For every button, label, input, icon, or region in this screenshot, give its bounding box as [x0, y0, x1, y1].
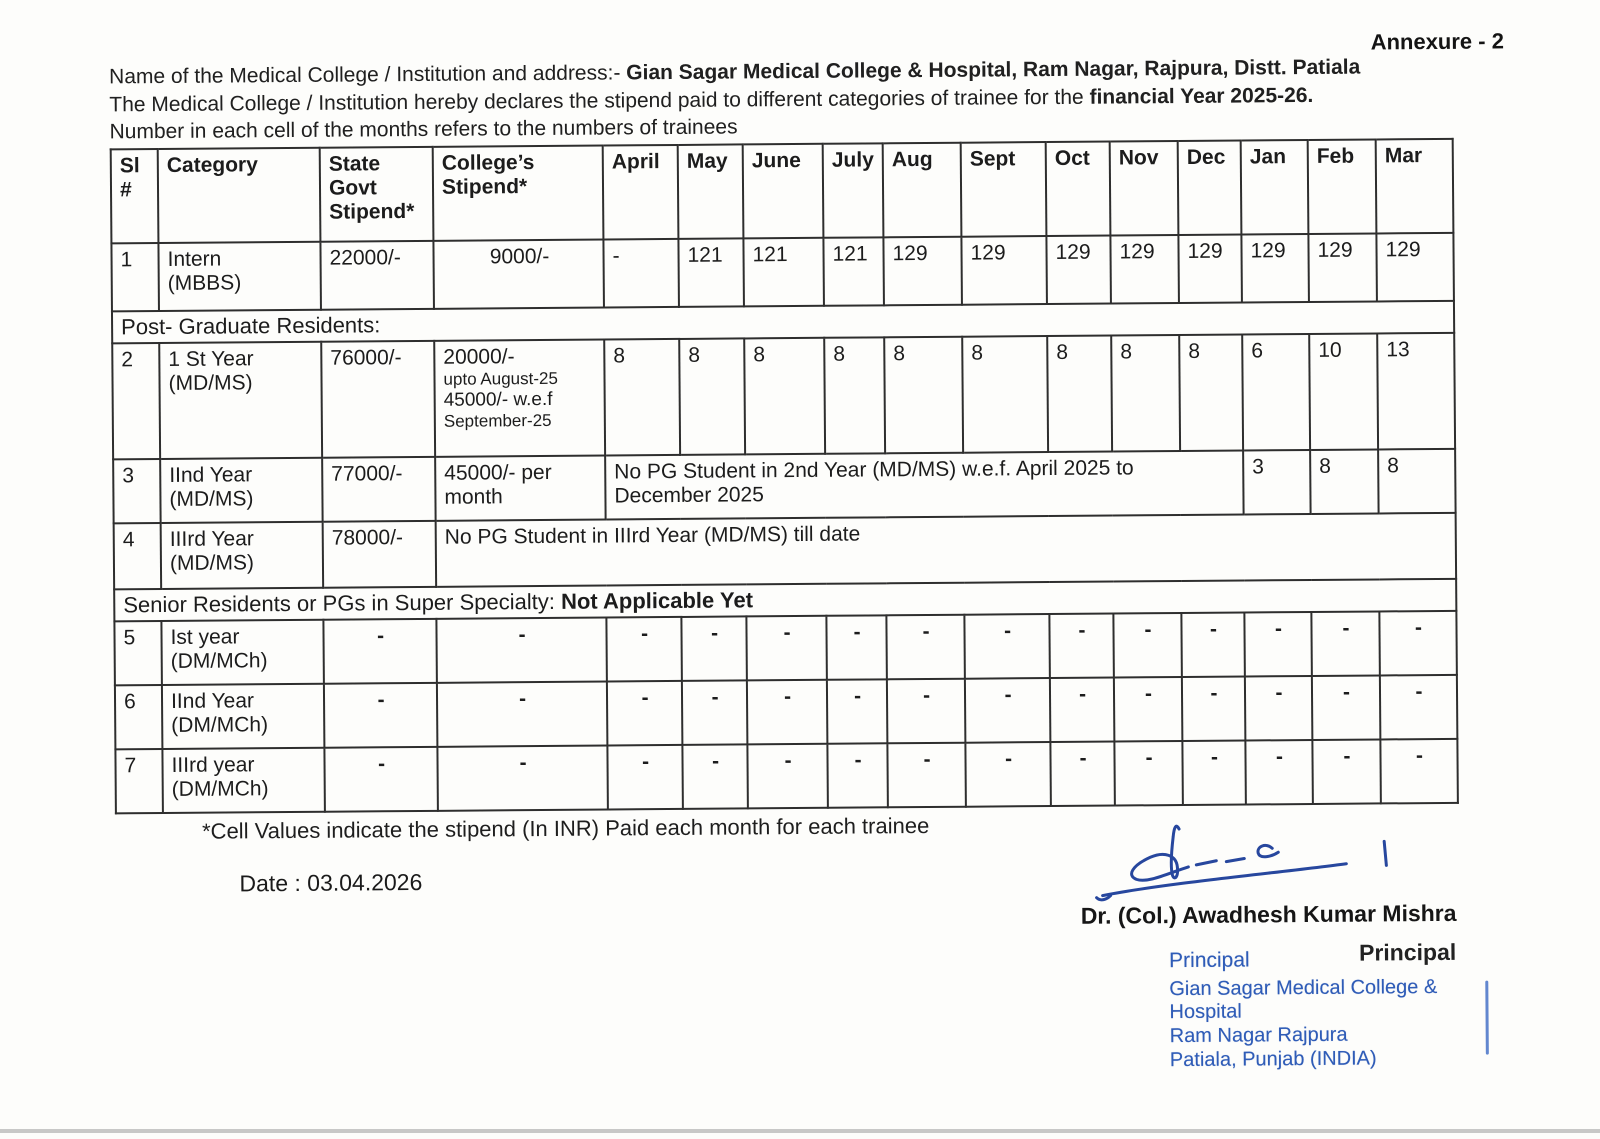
cell-state-stipend: 77000/-	[322, 457, 435, 522]
cell-sl: 6	[115, 685, 163, 749]
cell-month: -	[607, 745, 683, 810]
intro-line2-text: The Medical College / Institution hereby declares the stipend paid to different categories of trainee for the	[109, 85, 1090, 117]
cell-month: -	[682, 680, 748, 745]
college-stipend-line: 45000/- w.e.f	[443, 388, 553, 411]
principal-title: Principal	[1358, 938, 1457, 966]
cell-college-stipend: -	[436, 618, 606, 683]
cell-month: 8	[604, 339, 680, 456]
cell-month: -	[964, 614, 1050, 679]
cell-sl: 5	[114, 621, 162, 685]
cell-state-stipend: 22000/-	[320, 241, 434, 310]
header-category: Category	[158, 148, 321, 243]
cell-month: 129	[1376, 233, 1454, 302]
cell-month: -	[965, 678, 1051, 743]
header-month-jan: Jan	[1241, 140, 1309, 235]
cell-note-3rd-year: No PG Student in IIIrd Year (MD/MS) till date	[436, 513, 1456, 587]
table-row-dm-3rd-year	[115, 739, 1457, 814]
cell-month: -	[1113, 613, 1182, 678]
cell-month: 8	[824, 337, 885, 453]
cell-category: IIIrd Year (MD/MS)	[161, 522, 324, 589]
cell-month: 13	[1377, 333, 1455, 450]
header-month-aug: Aug	[883, 143, 962, 238]
header-month-dec: Dec	[1178, 141, 1242, 235]
header-month-may: May	[678, 144, 744, 239]
financial-year: financial Year 2025-26.	[1089, 83, 1314, 109]
stamp-title: Principal	[1169, 948, 1250, 973]
cell-month: -	[1114, 677, 1183, 742]
table-row-pg-2nd-year	[113, 449, 1455, 524]
stamp-address-1: Ram Nagar Rajpura	[1169, 1023, 1348, 1048]
college-stipend-line: September-25	[443, 410, 552, 431]
cell-month: -	[681, 616, 747, 681]
header-month-april: April	[603, 145, 679, 240]
table-row-dm-2nd-year	[115, 675, 1457, 750]
cell-month: 129	[1110, 235, 1179, 304]
table-footnote: *Cell Values indicate the stipend (In INR) Paid each month for each trainee	[201, 812, 930, 844]
principal-stamp	[1169, 947, 1500, 1073]
cell-state-stipend: 78000/-	[323, 521, 437, 588]
cell-month: 8	[1179, 335, 1243, 451]
cell-month: 8	[679, 338, 745, 455]
cell-category: 1 St Year (MD/MS)	[159, 342, 322, 459]
cell-sl: 4	[114, 523, 162, 589]
cell-category: IIIrd year (DM/MCh)	[162, 748, 324, 813]
cell-sl: 1	[111, 243, 159, 311]
header-month-nov: Nov	[1110, 141, 1179, 236]
annexure-label: Annexure - 2	[1370, 28, 1504, 55]
cell-month: 121	[743, 238, 824, 307]
cell-month: -	[887, 679, 966, 744]
intro-line-3: Number in each cell of the months refers to the numbers of trainees	[109, 115, 738, 144]
cell-month: 129	[1046, 236, 1111, 305]
cell-month: 129	[1178, 235, 1242, 303]
cell-month: -	[1244, 612, 1312, 677]
cell-college-stipend: 9000/-	[433, 240, 604, 309]
cell-sl: 2	[112, 343, 160, 459]
date-label: Date : 03.04.2026	[239, 868, 423, 897]
table-row-intern	[111, 233, 1453, 312]
cell-month: -	[1182, 741, 1246, 805]
header-college-stipend: College’s Stipend*	[433, 146, 604, 241]
stamp-edge-mark	[1485, 981, 1489, 1055]
table-row-pg-3rd-year	[114, 513, 1456, 590]
header-month-july: July	[823, 143, 884, 237]
cell-month: 8	[744, 338, 825, 455]
cell-month: -	[747, 680, 828, 745]
cell-month: 121	[823, 237, 884, 305]
stipend-table	[110, 138, 1459, 815]
header-month-june: June	[743, 144, 824, 239]
cell-month: -	[746, 616, 827, 681]
cell-month: 129	[1308, 233, 1377, 302]
cell-month: 3	[1243, 450, 1311, 515]
cell-month: -	[827, 743, 888, 807]
cell-month: -	[1050, 742, 1115, 807]
cell-month: 8	[1310, 449, 1379, 514]
cell-month: -	[1181, 613, 1245, 677]
cell-month: 129	[1241, 234, 1309, 303]
cell-college-stipend: -	[437, 682, 607, 747]
cell-month: -	[1380, 739, 1458, 804]
cell-month: -	[1380, 675, 1458, 740]
college-stipend-line: 20000/-	[443, 345, 515, 369]
cell-month: 8	[962, 336, 1048, 453]
cell-month: -	[1312, 739, 1381, 804]
header-sl: Sl #	[111, 149, 159, 243]
cell-month: -	[1311, 611, 1380, 676]
cell-month: -	[747, 744, 828, 809]
cell-month: 6	[1242, 334, 1310, 451]
header-month-sept: Sept	[961, 142, 1047, 237]
header-month-oct: Oct	[1046, 142, 1111, 236]
cell-month: -	[1114, 741, 1183, 806]
cell-month: -	[1312, 675, 1381, 740]
cell-month: 8	[1111, 335, 1180, 452]
section-sr-text: Senior Residents or PGs in Super Specialty:	[123, 588, 562, 618]
signatory-name: Dr. (Col.) Awadhesh Kumar Mishra	[1080, 899, 1457, 929]
cell-state-stipend: 76000/-	[321, 341, 435, 458]
cell-category: Ist year (DM/MCh)	[161, 620, 323, 685]
document-intro	[109, 53, 1440, 147]
cell-month: 10	[1309, 333, 1378, 450]
cell-month: -	[1245, 740, 1313, 805]
cell-sl: 3	[113, 459, 161, 523]
cell-month: -	[607, 681, 683, 746]
cell-month: -	[1050, 678, 1115, 743]
cell-category: IInd Year (MD/MS)	[160, 458, 322, 523]
cell-college-stipend: 45000/- per month	[435, 456, 605, 521]
cell-month: -	[682, 744, 748, 809]
cell-note-2nd-year: No PG Student in 2nd Year (MD/MS) w.e.f. April 2025 to December 2025	[605, 451, 1243, 520]
cell-month: 129	[883, 237, 962, 306]
cell-month: -	[886, 615, 965, 680]
cell-month: 8	[1378, 449, 1456, 514]
intro-line1-text: Name of the Medical College / Institution and address:-	[109, 61, 627, 89]
cell-month: -	[1379, 611, 1457, 676]
cell-state-stipend: -	[324, 683, 437, 748]
cell-college-stipend: -	[437, 746, 607, 811]
header-month-feb: Feb	[1308, 139, 1377, 234]
table-row-pg-1st-year	[112, 333, 1455, 460]
signature-handwriting	[1084, 813, 1415, 911]
cell-month: 8	[884, 337, 963, 454]
stamp-college: Gian Sagar Medical College & Hospital	[1169, 975, 1438, 1024]
cell-state-stipend: -	[324, 747, 437, 812]
cell-month: -	[1182, 677, 1246, 741]
college-stipend-line: upto August-25	[443, 368, 558, 389]
cell-category: Intern (MBBS)	[158, 242, 321, 311]
cell-month: -	[827, 679, 888, 743]
cell-month: -	[603, 239, 679, 308]
cell-sl: 7	[115, 749, 163, 813]
cell-month: -	[606, 617, 682, 682]
cell-month: -	[1049, 614, 1114, 679]
table-header-row	[111, 139, 1454, 244]
scan-edge-artifact	[0, 1129, 1600, 1133]
cell-month: -	[887, 743, 966, 808]
header-state-stipend: State Govt Stipend*	[320, 147, 434, 242]
section-post-graduate-label: Post- Graduate Residents:	[112, 301, 1454, 344]
cell-month: -	[965, 742, 1051, 807]
cell-college-stipend	[434, 340, 605, 457]
cell-category: IInd Year (DM/MCh)	[162, 684, 324, 749]
cell-month: -	[1245, 676, 1313, 741]
college-name: Gian Sagar Medical College & Hospital, Ram Nagar, Rajpura, Distt. Patiala	[626, 55, 1361, 85]
cell-month: 8	[1047, 336, 1112, 452]
cell-month: -	[826, 615, 887, 679]
cell-month: 121	[678, 238, 744, 307]
section-sr-status: Not Applicable Yet	[560, 587, 754, 614]
stamp-address-2: Patiala, Punjab (INDIA)	[1169, 1047, 1377, 1071]
header-month-mar: Mar	[1376, 139, 1454, 234]
cell-state-stipend: -	[323, 619, 436, 684]
cell-month: 129	[961, 236, 1047, 305]
table-row-dm-1st-year	[114, 611, 1456, 686]
